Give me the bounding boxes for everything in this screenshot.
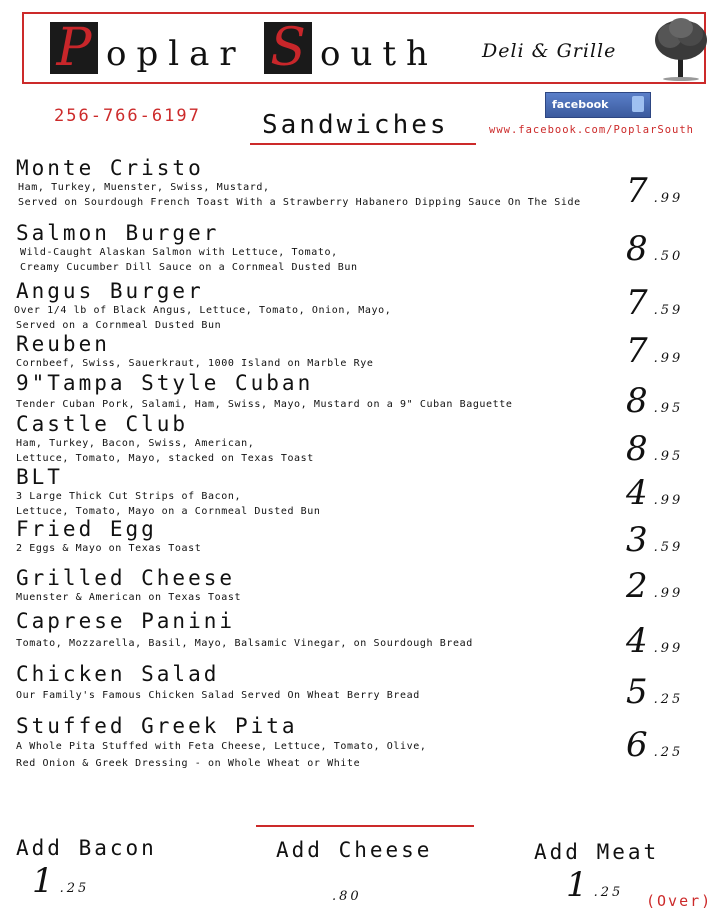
item-price [626,331,684,371]
item-description: Cornbeef, Swiss, Sauerkraut, 1000 Island on Marble Rye [16,358,374,369]
price-cents: .59 [653,540,684,555]
item-description: 2 Eggs & Mayo on Texas Toast [16,543,202,554]
price-dollars: 6 [626,725,648,765]
item-description: Lettuce, Tomato, Mayo, stacked on Texas Toast [16,453,314,464]
price-dollars: 4 [626,621,648,661]
item-price [626,429,684,469]
header-banner [22,12,706,84]
item-name: BLT [16,465,63,489]
price-dollars: 7 [626,283,648,323]
menu-item [16,279,716,333]
item-description: A Whole Pita Stuffed with Feta Cheese, Lettuce, Tomato, Olive, [16,741,427,752]
price-cents: .25 [59,881,90,896]
item-name: Fried Egg [16,517,157,541]
price-cents: .95 [653,449,684,464]
item-description: Wild-Caught Alaskan Salmon with Lettuce, Tomato, [20,247,338,258]
item-description: Served on a Cornmeal Dusted Bun [16,320,222,331]
menu-item [16,221,716,275]
item-name: 9"Tampa Style Cuban [16,371,314,395]
item-price [626,725,684,765]
logo-word-poplar [50,22,246,74]
addon-price-cheese [326,872,362,906]
item-description: Served on Sourdough French Toast With a Strawberry Habanero Dipping Sauce On The Side [18,197,581,208]
menu-item [16,566,716,605]
item-description: Ham, Turkey, Bacon, Swiss, American, [16,438,255,449]
price-cents: .99 [653,641,684,656]
price-dollars: 8 [626,229,648,269]
price-dollars: 8 [626,381,648,421]
item-price [626,520,684,560]
item-description: Red Onion & Greek Dressing - on Whole Wheat or White [16,758,361,769]
menu-item [16,609,716,651]
item-price [626,473,684,513]
menu-item [16,662,716,703]
item-price [626,566,684,606]
item-name: Chicken Salad [16,662,220,686]
facebook-url[interactable]: www.facebook.com/PoplarSouth [489,124,695,136]
item-name: Castle Club [16,412,189,436]
logo-initial-p: P [50,22,98,74]
price-dollars: 2 [626,566,648,606]
facebook-badge[interactable] [545,92,651,118]
item-description: Our Family's Famous Chicken Salad Served On Wheat Berry Bread [16,690,420,701]
menu-item [16,156,716,210]
menu-item [16,412,716,466]
item-price [626,672,684,712]
tagline: Deli & Grille [482,40,617,62]
logo-word-south [264,22,438,74]
item-name: Salmon Burger [16,221,220,245]
addon-label-meat: Add Meat [534,840,660,864]
facebook-badge-label: facebook [552,98,609,111]
price-dollars: 3 [626,520,648,560]
title-underline [250,143,476,145]
price-cents: .99 [653,493,684,508]
item-description: Lettuce, Tomato, Mayo on a Cornmeal Dusted Bun [16,506,321,517]
price-cents: .80 [332,889,362,904]
item-description: Ham, Turkey, Muenster, Swiss, Mustard, [18,182,270,193]
price-cents: .99 [653,351,684,366]
price-dollars: 4 [626,473,648,513]
item-price [626,229,684,269]
item-price [626,171,684,211]
addons-divider [256,825,474,827]
section-title: Sandwiches [262,110,449,140]
logo-text-south: outh [320,34,438,74]
menu-item [16,332,716,371]
price-dollars: 1 [566,865,588,905]
item-name: Angus Burger [16,279,204,303]
item-description: Tomato, Mozzarella, Basil, Mayo, Balsamic Vinegar, on Sourdough Bread [16,638,473,649]
item-name: Caprese Panini [16,609,236,633]
logo-initial-s: S [264,22,312,74]
item-description: 3 Large Thick Cut Strips of Bacon, [16,491,242,502]
price-cents: .25 [653,745,684,760]
price-cents: .50 [653,249,684,264]
menu-item [16,714,716,771]
item-description: Over 1/4 lb of Black Angus, Lettuce, Tomato, Onion, Mayo, [14,305,392,316]
price-cents: .25 [593,885,624,900]
item-description: Tender Cuban Pork, Salami, Ham, Swiss, Mayo, Mustard on a 9" Cuban Baguette [16,399,513,410]
item-name: Stuffed Greek Pita [16,714,298,738]
tree-icon [652,16,710,82]
item-description: Creamy Cucumber Dill Sauce on a Cornmeal Dusted Bun [20,262,358,273]
logo-text-poplar: oplar [106,34,246,74]
item-description: Muenster & American on Texas Toast [16,592,242,603]
menu-item [16,371,716,412]
addon-price-bacon [32,861,90,901]
item-name: Grilled Cheese [16,566,236,590]
thumbs-up-icon [632,96,644,112]
menu-item [16,465,716,519]
price-dollars: 8 [626,429,648,469]
price-cents: .99 [653,191,684,206]
addon-label-cheese: Add Cheese [276,838,433,862]
price-dollars: 7 [626,331,648,371]
item-price [626,283,684,323]
addon-price-meat [566,865,624,905]
price-dollars: 7 [626,171,648,211]
over-note: (Over) [646,892,713,910]
item-name: Reuben [16,332,110,356]
price-cents: .25 [653,692,684,707]
price-cents: .59 [653,303,684,318]
price-cents: .95 [653,401,684,416]
phone-number: 256-766-6197 [54,106,201,126]
menu-item [16,517,716,556]
price-dollars: 1 [32,861,54,901]
addon-label-bacon: Add Bacon [16,836,157,860]
price-cents: .99 [653,586,684,601]
price-dollars: 5 [626,672,648,712]
item-name: Monte Cristo [16,156,204,180]
item-price [626,621,684,661]
